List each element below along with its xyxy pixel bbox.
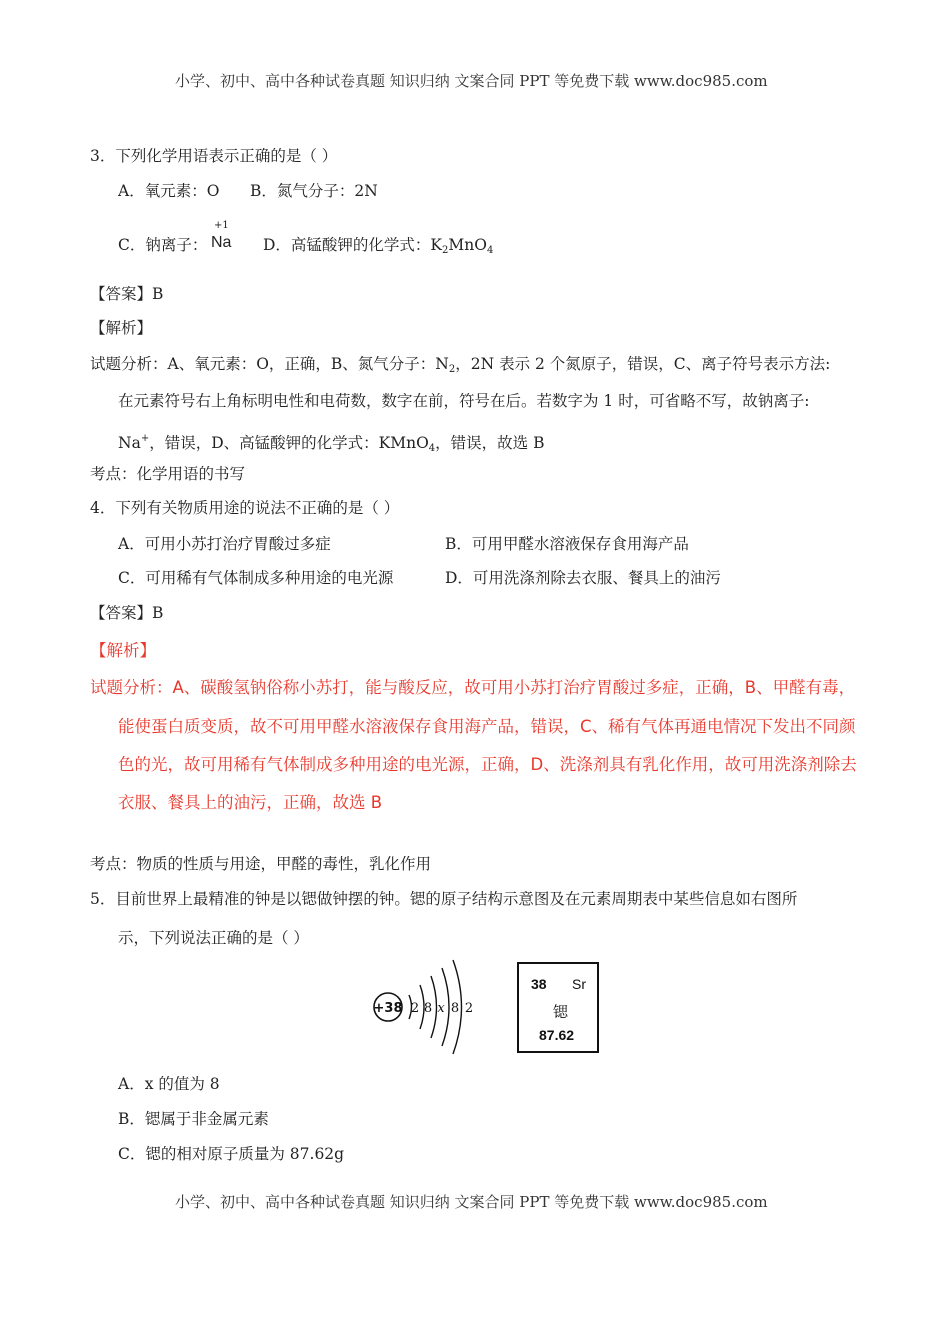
element-mass: 87.62 [539, 1027, 575, 1043]
q5-option-a: A．x 的值为 8 [118, 1075, 220, 1093]
q3-option-d-sub2: 4 [486, 245, 494, 256]
q3-option-c-charge: +1 [214, 220, 229, 231]
q3-option-a: A．氧元素：O [118, 182, 220, 200]
q5-stem-line1: 5．目前世界上最精准的钟是以锶做钟摆的钟。锶的原子结构示意图及在元素周期表中某些信息如右图所 [90, 890, 798, 908]
q5-option-c: C．锶的相对原子质量为 87.62g [118, 1145, 345, 1163]
q3-option-b: B．氮气分子：2N [250, 182, 378, 200]
q3-analysis-line3 [118, 429, 544, 459]
q4-option-a: A．可用小苏打治疗胃酸过多症 [118, 535, 331, 553]
shell-count-5: 2 [464, 1001, 474, 1016]
q4-option-b: B．可用甲醛水溶液保存食用海产品 [445, 535, 689, 553]
q3-stem: 3．下列化学用语表示正确的是（ ） [90, 147, 338, 165]
q3-analysis-line3-sup: + [140, 433, 150, 444]
q3-option-d [263, 235, 493, 261]
atom-structure-diagram [365, 955, 485, 1060]
shell-count-3: x [437, 1001, 445, 1016]
q3-option-c [118, 235, 207, 255]
shell-count-4: 8 [450, 1001, 460, 1016]
q3-option-c-symbol: Na [211, 234, 232, 251]
element-symbol: Sr [572, 976, 586, 992]
q4-analysis-line1: 试题分析：A、碳酸氢钠俗称小苏打，能与酸反应，故可用小苏打治疗胃酸过多症，正确，B、甲醛有毒， [90, 678, 856, 697]
q4-analysis-line3: 色的光，故可用稀有气体制成多种用途的电光源，正确，D、洗涤剂具有乳化作用，故可用洗涤剂除去 [118, 755, 857, 774]
q3-analysis-line1-sub: 2 [448, 364, 456, 375]
element-number: 38 [531, 976, 547, 992]
q5-option-b: B．锶属于非金属元素 [118, 1110, 269, 1128]
q3-option-d-prefix: D．高锰酸钾的化学式：K [263, 236, 443, 254]
q3-analysis-line3-sub: 4 [428, 443, 436, 454]
q3-option-d-sub1: 2 [442, 245, 449, 256]
q3-analysis-line3-c: ，错误，故选 B [435, 434, 545, 452]
nucleus-charge: +38 [373, 1001, 403, 1016]
page-footer: 小学、初中、高中各种试卷真题 知识归纳 文案合同 PPT 等免费下载 www.doc985.com [175, 1193, 768, 1211]
q3-analysis-line3-a: Na [118, 434, 141, 452]
shell-count-2: 8 [423, 1001, 433, 1016]
q3-analysis-line1-b: ，2N 表示 2 个氮原子，错误，C、离子符号表示方法: [455, 355, 831, 373]
element-name: 锶 [553, 1003, 569, 1021]
element-info-box [517, 962, 599, 1053]
page-header: 小学、初中、高中各种试卷真题 知识归纳 文案合同 PPT 等免费下载 www.doc985.com [175, 72, 768, 90]
q4-answer: 【答案】B [90, 604, 164, 622]
q3-answer: 【答案】B [90, 285, 164, 303]
q4-analysis-line2: 能使蛋白质变质，故不可用甲醛水溶液保存食用海产品，错误，C、稀有气体再通电情况下发出不同颜 [118, 717, 856, 736]
q3-option-d-mid: MnO [448, 236, 487, 254]
shell-count-1: 2 [410, 1001, 420, 1016]
q4-option-d: D．可用洗涤剂除去衣服、餐具上的油污 [445, 569, 721, 587]
q3-analysis-line2: 在元素符号右上角标明电性和电荷数，数字在前，符号在后。若数字为 1 时，可省略不写，故钠离子: [118, 392, 810, 410]
q4-analysis-line4: 衣服、餐具上的油污，正确，故选 B [118, 793, 383, 812]
q3-analysis-label: 【解析】 [90, 319, 153, 337]
q3-analysis-line1-a: 试题分析：A、氧元素：O，正确，B、氮气分子：N [90, 355, 449, 373]
q4-kaodian: 考点：物质的性质与用途，甲醛的毒性，乳化作用 [90, 855, 432, 873]
q3-kaodian: 考点：化学用语的书写 [90, 465, 246, 483]
q4-analysis-label: 【解析】 [90, 641, 156, 660]
q4-stem: 4．下列有关物质用途的说法不正确的是（ ） [90, 499, 400, 517]
q4-option-c: C．可用稀有气体制成多种用途的电光源 [118, 569, 394, 587]
q5-stem-line2: 示，下列说法正确的是（ ） [118, 929, 309, 947]
q3-analysis-line3-b: ，错误，D、高锰酸钾的化学式：KMnO [149, 434, 429, 452]
q3-option-c-prefix: C．钠离子： [118, 236, 208, 254]
q3-analysis-line1 [90, 354, 830, 380]
